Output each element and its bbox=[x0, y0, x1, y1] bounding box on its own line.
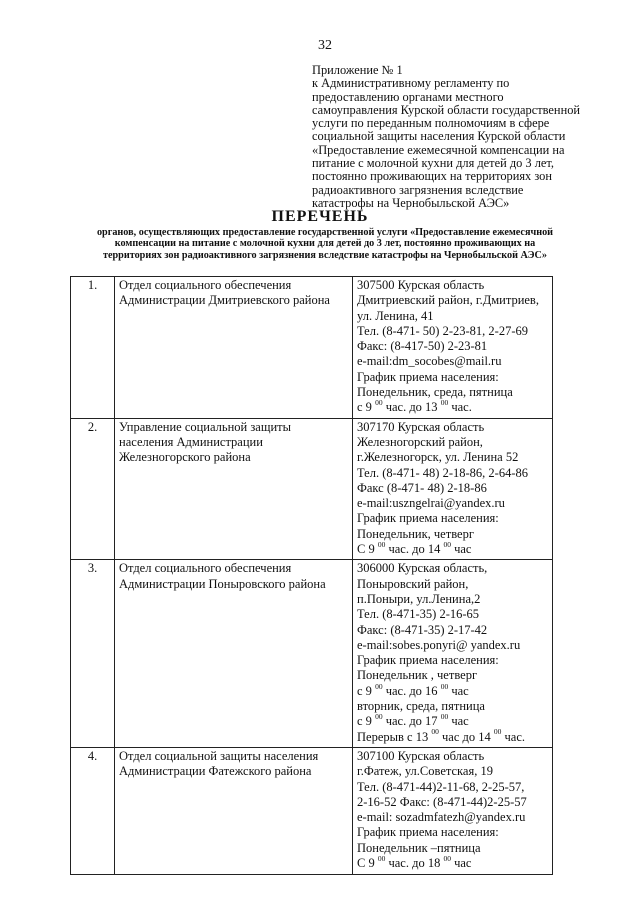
contact-line: вторник, среда, пятница bbox=[357, 699, 485, 714]
schedule-hours bbox=[357, 727, 548, 745]
organizations-table bbox=[70, 276, 553, 875]
contact-line: e-mail:dm_socobes@mail.ru bbox=[357, 354, 502, 369]
appendix-line: катастрофы на Чернобыльской АЭС» bbox=[312, 195, 510, 210]
organization-line: Отдел социального обеспечения bbox=[119, 561, 292, 576]
organization-line: Железногорского района bbox=[119, 450, 251, 465]
contact-details bbox=[353, 747, 553, 874]
document-subtitle bbox=[60, 227, 590, 261]
contact-line: График приема населения: bbox=[357, 511, 499, 526]
contact-line: Тел. (8-471- 50) 2-23-81, 2-27-69 bbox=[357, 323, 528, 338]
appendix-note bbox=[312, 64, 612, 210]
organization-line: населения Администрации bbox=[119, 434, 263, 449]
contact-details bbox=[353, 560, 553, 748]
contact-details bbox=[353, 277, 553, 419]
row-number: 4. bbox=[71, 747, 115, 874]
contact-line: Тел. (8-471-44)2-11-68, 2-25-57, bbox=[357, 779, 525, 794]
schedule-text: час bbox=[448, 683, 469, 698]
appendix-line: услуги по переданным полномочиям в сфере bbox=[312, 116, 550, 131]
appendix-line: «Предоставление ежемесячной компенсации на bbox=[312, 142, 565, 157]
schedule-text: час. до 13 bbox=[382, 400, 441, 415]
organization-line: Администрации Дмитриевского района bbox=[119, 293, 330, 308]
schedule-text: час. bbox=[448, 400, 472, 415]
table-row bbox=[71, 560, 553, 748]
subtitle-line: компенсации на питание с молочной кухни для детей до 3 лет, постоянно проживающих на bbox=[114, 238, 536, 250]
contact-line: 306000 Курская область, bbox=[357, 561, 488, 576]
contact-line: График приема населения: bbox=[357, 825, 499, 840]
organization-name bbox=[115, 560, 353, 748]
table-row bbox=[71, 277, 553, 419]
time-minutes: 00 bbox=[375, 712, 383, 722]
schedule-text: час bbox=[450, 855, 472, 870]
organization-line: Управление социальной защиты bbox=[119, 419, 292, 434]
row-number: 2. bbox=[71, 418, 115, 560]
contact-line: e-mail:uszngelrai@yandex.ru bbox=[357, 496, 505, 511]
contact-line: Понедельник , четверг bbox=[357, 668, 478, 683]
organization-line: Отдел социального обеспечения bbox=[119, 278, 292, 292]
time-minutes: 00 bbox=[377, 853, 386, 863]
schedule-text: час до 14 bbox=[438, 729, 494, 744]
document-title: ПЕРЕЧЕНЬ bbox=[271, 208, 369, 225]
time-minutes: 00 bbox=[375, 681, 383, 691]
schedule-hours bbox=[357, 400, 548, 415]
time-minutes: 00 bbox=[440, 712, 449, 722]
time-minutes: 00 bbox=[443, 853, 451, 863]
organizations-table-body bbox=[71, 277, 553, 875]
contact-line: Понедельник, четверг bbox=[357, 526, 474, 541]
schedule-text: с 9 bbox=[357, 400, 376, 415]
contact-line: Понедельник –пятница bbox=[357, 840, 481, 855]
schedule-text: с 9 bbox=[357, 714, 376, 729]
table-row bbox=[71, 418, 553, 560]
page-number: 32 bbox=[318, 38, 332, 53]
contact-line: п.Поныри, ул.Ленина,2 bbox=[357, 591, 481, 606]
schedule-text: час bbox=[450, 542, 472, 557]
contact-line: Тел. (8-471-35) 2-16-65 bbox=[357, 607, 480, 622]
organization-name bbox=[115, 418, 353, 560]
contact-line: e-mail:sobes.ponyri@ yandex.ru bbox=[357, 637, 521, 652]
schedule-hours bbox=[357, 681, 548, 699]
contact-details bbox=[353, 418, 553, 560]
schedule-text: с 9 bbox=[357, 683, 376, 698]
schedule-text: час. bbox=[501, 729, 525, 744]
subtitle-line: территориях зон радиоактивного загрязнения вследствие катастрофы на Чернобыльской АЭС» bbox=[102, 249, 547, 261]
contact-line: e-mail: sozadmfatezh@yandex.ru bbox=[357, 810, 526, 825]
contact-line: Факс: (8-471-35) 2-17-42 bbox=[357, 622, 488, 637]
row-number: 3. bbox=[71, 560, 115, 748]
contact-line: 307500 Курская область bbox=[357, 278, 485, 292]
organization-line: Отдел социальной защиты населения bbox=[119, 748, 319, 763]
appendix-line: социальной защиты населения Курской области bbox=[312, 129, 566, 144]
organization-name bbox=[115, 747, 353, 874]
time-minutes: 00 bbox=[431, 727, 439, 737]
time-minutes: 00 bbox=[443, 539, 451, 549]
appendix-line: постоянно проживающих на территориях зон bbox=[312, 169, 552, 184]
appendix-line: питание с молочной кухни для детей до 3 лет, bbox=[312, 156, 554, 171]
schedule-hours bbox=[357, 853, 548, 871]
contact-line: Понедельник, среда, пятница bbox=[357, 385, 513, 400]
schedule-text: Перерыв с 13 bbox=[357, 729, 432, 744]
contact-line: 307170 Курская область bbox=[357, 419, 485, 434]
contact-line: Дмитриевский район, г.Дмитриев, bbox=[357, 293, 539, 308]
contact-line: г.Фатеж, ул.Советская, 19 bbox=[357, 764, 493, 779]
appendix-line: предоставлению органами местного bbox=[312, 89, 504, 104]
schedule-text: час. до 16 bbox=[382, 683, 441, 698]
schedule-text: час. до 18 bbox=[385, 855, 444, 870]
time-minutes: 00 bbox=[493, 727, 502, 737]
row-number: 1. bbox=[71, 277, 115, 419]
schedule-text: С 9 bbox=[357, 855, 378, 870]
subtitle-line: органов, осуществляющих предоставление государственной услуги «Предоставление ежемесячной bbox=[96, 227, 554, 238]
organization-line: Администрации Фатежского района bbox=[119, 764, 312, 779]
time-minutes: 00 bbox=[440, 681, 449, 691]
appendix-line: Приложение № 1 bbox=[312, 63, 403, 77]
time-minutes: 00 bbox=[375, 398, 383, 408]
contact-line: ул. Ленина, 41 bbox=[357, 308, 434, 323]
contact-line: Факс: (8-417-50) 2-23-81 bbox=[357, 339, 488, 354]
appendix-line: самоуправления Курской области государственной bbox=[312, 102, 581, 117]
appendix-line: радиоактивного загрязнения вследствие bbox=[312, 182, 524, 197]
time-minutes: 00 bbox=[440, 398, 449, 408]
schedule-hours bbox=[357, 539, 548, 557]
schedule-text: час. до 14 bbox=[385, 542, 444, 557]
contact-line: Железногорский район, bbox=[357, 434, 483, 449]
schedule-text: час bbox=[448, 714, 469, 729]
organization-name bbox=[115, 277, 353, 419]
contact-line: 2-16-52 Факс: (8-471-44)2-25-57 bbox=[357, 794, 527, 809]
schedule-text: С 9 bbox=[357, 542, 378, 557]
contact-line: График приема населения: bbox=[357, 369, 499, 384]
contact-line: Факс (8-471- 48) 2-18-86 bbox=[357, 480, 487, 495]
table-row bbox=[71, 747, 553, 874]
contact-line: Поныровский район, bbox=[357, 576, 469, 591]
contact-line: 307100 Курская область bbox=[357, 748, 485, 763]
schedule-text: час. до 17 bbox=[382, 714, 441, 729]
appendix-line: к Административному регламенту по bbox=[312, 76, 510, 91]
contact-line: Тел. (8-471- 48) 2-18-86, 2-64-86 bbox=[357, 465, 528, 480]
schedule-hours bbox=[357, 714, 548, 729]
time-minutes: 00 bbox=[377, 539, 386, 549]
organization-line: Администрации Поныровского района bbox=[119, 576, 326, 591]
contact-line: г.Железногорск, ул. Ленина 52 bbox=[357, 450, 519, 465]
contact-line: График приема населения: bbox=[357, 653, 499, 668]
